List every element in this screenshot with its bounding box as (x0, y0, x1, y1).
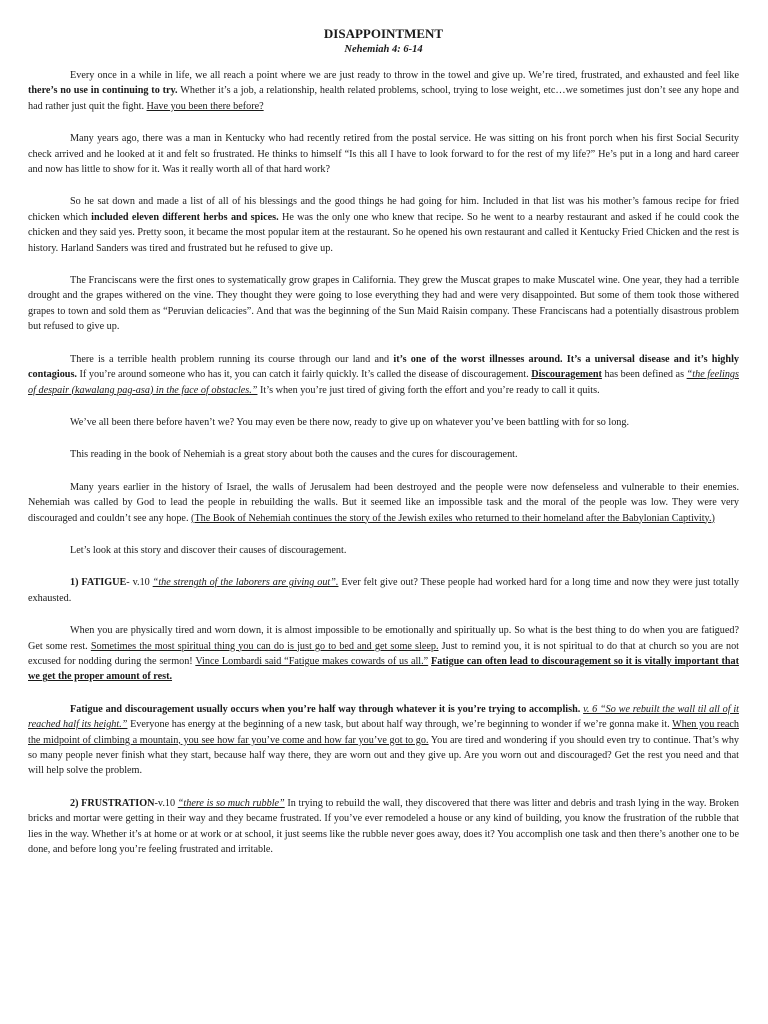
text-run-bold-underlined: Fatigue can often lead to discouragement so it is vitally important that we get the proper amount of rest. (28, 655, 739, 683)
text-run: Everyone has energy at the beginning of a new task, but about half way through, we’re beginning to wonder if we’re gonna make it. (127, 719, 673, 731)
text-run: There is a terrible health problem running its course through our land and (70, 353, 394, 365)
paragraph-rest (28, 623, 739, 685)
section-heading: 2) FRUSTRATION (70, 797, 155, 809)
text-run-bold-underlined: Discouragement (531, 369, 602, 381)
text-run: When you are physically tired and worn down, it is almost impossible to be emotionally and spiritually up. So what is the best thing to do when you are fatigued? Get some rest. (28, 625, 739, 652)
paragraph-been-there: We’ve all been there before haven’t we? You may even be there now, ready to give up on whatever you’ve been battling with for so long. (70, 416, 630, 428)
text-run: -v.10 (154, 797, 178, 809)
text-run-underlined: (The Book of Nehemiah continues the story of the Jewish exiles who returned to their homeland after the Babylonian Captivity.) (191, 512, 715, 524)
paragraph-health-problem (28, 352, 739, 398)
text-run-bold: there’s no use in continuing to try. (28, 85, 178, 97)
text-run-underlined: Sometimes the most spiritual thing you can do is just go to bed and get some sleep. (90, 640, 439, 652)
paragraph-kentucky: Many years ago, there was a man in Kentucky who had recently retired from the postal service. He was sitting on his front porch when his first Social Security check arrived and he looked at it and felt so frustrated. He thinks to himself “Is this all I have to look forward to for the rest of my life?” He’s put in a long and hard career and now has little to show for it. Was it really worth all of that hard work? (28, 133, 739, 176)
paragraph-fried-chicken (28, 194, 739, 256)
text-run-bold: it’s one of the worst illnesses around. It’s a universal disease and it’s highly contagious. (28, 353, 739, 381)
text-run-underlined: Vince Lombardi said “Fatigue makes cowards of us all.” (195, 655, 429, 667)
paragraph-intro (28, 68, 739, 114)
text-run-underlined: When you reach the midpoint of climbing a mountain, you see how far you’ve come and how far you’ve got to go. (28, 719, 739, 746)
text-run: So he sat down and made a list of all of his blessings and the good things he had going for him. Included in that list was his mother’s famous recipe for fried chicken which (28, 196, 739, 223)
text-run-italic-underlined: v. 6 “So we rebuilt the wall til all of it reached half its height.” (28, 703, 739, 731)
text-run: has been defined as (601, 369, 687, 381)
text-run-bold: included eleven different herbs and spices. (91, 211, 279, 223)
paragraph-causes: Let’s look at this story and discover their causes of discouragement. (70, 544, 347, 556)
text-run: Ever felt give out? These people had worked hard for a long time and now they were just totally exhausted. (28, 577, 740, 604)
text-run: - v.10 (126, 577, 153, 589)
text-run-italic-underlined: “the feelings of despair (kawalang pag-asa) in the face of obstacles.” (28, 369, 739, 396)
text-run-italic-underlined: “the strength of the laborers are giving out”. (152, 577, 339, 589)
paragraph-half-way (28, 702, 739, 779)
paragraph-fatigue (28, 575, 739, 606)
text-run: In trying to rebuild the wall, they discovered that there was litter and debris and trash lying in the way. Broken bricks and mortar were getting in their way and they became frustrated. If you’ve ever remodeled a house or any kind of building, you know the frustration of the rubble that lies in the way. Whether it’s at home or at work or at school, it just seems like the rubble never goes away, does it? You accomplish one task and then there’s another one to be done, and before long you’re feeling frustrated and irritable. (28, 797, 740, 856)
text-run: Whether it’s a job, a relationship, health related problems, school, trying to lose weight, etc…we sometimes just don’t see any hope and had rather just quit the fight. (28, 85, 740, 112)
paragraph-franciscans: The Franciscans were the first ones to systematically grow grapes in California. They grew the Muscat grapes to make Muscatel wine. One year, they had a terrible drought and the grapes withered on the vine. They thought they were going to lose everything they had and were very disappointed. But some of them took those withered grapes to town and sold them as “Peruvian delicacies”. And that was the beginning of the Sun Maid Raisin company. These Franciscans had a potentially disastrous problem but refused to give up. (28, 275, 739, 333)
text-run: If you’re around someone who has it, you can catch it fairly quickly. It’s called the disease of discouragement. (76, 369, 532, 381)
text-run: It’s when you’re just tired of giving forth the effort and you’re ready to call it quits. (257, 384, 600, 396)
paragraph-nehemiah-reading: This reading in the book of Nehemiah is a great story about both the causes and the cures for discouragement. (70, 449, 518, 461)
page-title: DISAPPOINTMENT (323, 26, 444, 41)
text-run-bold: Fatigue and discouragement usually occurs when you’re half way through whatever it is you’re trying to accomplish. (70, 703, 581, 715)
text-run: You are tired and wondering if you should even try to continue. That’s why so many people never finish what they start, because half way there, they are worn out and they give up. Are you worn out and discouraged? Get the rest you need and that will help solve the problem. (28, 734, 740, 777)
text-run: Many years earlier in the history of Israel, the walls of Jerusalem had been destroyed and the people were now defenseless and vulnerable to their enemies. Nehemiah was called by God to lead the people in rebuilding the walls. But it seemed like an impossible task and the moral of the people was low. They were very discouraged and couldn’t see any hope. (28, 481, 739, 524)
section-heading: 1) FATIGUE (70, 577, 127, 589)
paragraph-jerusalem-walls (28, 480, 739, 526)
text-run: Every once in a while in life, we all reach a point where we are just ready to throw in the towel and give up. We’re tired, frustrated, and exhausted and feel like (70, 70, 739, 81)
text-run-underlined: Have you been there before? (146, 100, 264, 112)
paragraph-frustration (28, 796, 739, 858)
text-run: Just to remind you, it is not spiritual to do that at church so you are not excused for nodding during the sermon! (28, 640, 739, 667)
scripture-reference: Nehemiah 4: 6-14 (344, 44, 423, 55)
text-run-italic-underlined: “there is so much rubble” (177, 797, 285, 809)
text-run: He was the only one who knew that recipe. So he went to a nearby restaurant and asked if he could cook the chicken and they said yes. Pretty soon, it became the most popular item at the restaurant. So he opened his own restaurant and called it Kentucky Fried Chicken and the rest is history. Harland Sanders was tired and frustrated but he refused to give up. (28, 211, 739, 254)
